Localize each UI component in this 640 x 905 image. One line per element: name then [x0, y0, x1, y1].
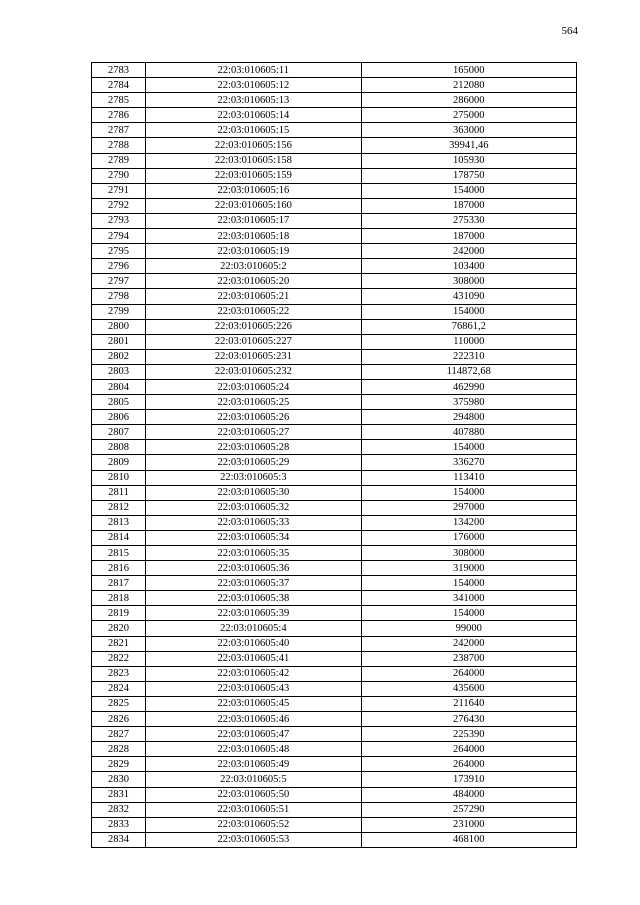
row-number-cell: 2801: [92, 334, 146, 349]
row-number-cell: 2786: [92, 108, 146, 123]
table-row: [92, 63, 577, 78]
row-number-cell: 2820: [92, 621, 146, 636]
row-number-cell: 2796: [92, 259, 146, 274]
cadastral-number-cell: 22:03:010605:52: [146, 817, 361, 832]
row-number-cell: 2823: [92, 666, 146, 681]
cadastral-number-cell: 22:03:010605:160: [146, 198, 361, 213]
table-row: [92, 712, 577, 727]
cadastral-number-cell: 22:03:010605:17: [146, 213, 361, 228]
table-row: [92, 802, 577, 817]
value-cell: 187000: [361, 229, 576, 244]
value-cell: 99000: [361, 621, 576, 636]
value-cell: 222310: [361, 349, 576, 364]
table-row: [92, 274, 577, 289]
cadastral-number-cell: 22:03:010605:33: [146, 515, 361, 530]
table-row: [92, 530, 577, 545]
row-number-cell: 2791: [92, 183, 146, 198]
value-cell: 341000: [361, 591, 576, 606]
value-cell: 319000: [361, 561, 576, 576]
cadastral-number-cell: 22:03:010605:12: [146, 78, 361, 93]
value-cell: 103400: [361, 259, 576, 274]
table-row: [92, 395, 577, 410]
table-body: [92, 63, 577, 848]
row-number-cell: 2809: [92, 455, 146, 470]
value-cell: 294800: [361, 410, 576, 425]
row-number-cell: 2816: [92, 561, 146, 576]
cadastral-value-table: [91, 62, 577, 848]
cadastral-number-cell: 22:03:010605:32: [146, 500, 361, 515]
cadastral-number-cell: 22:03:010605:40: [146, 636, 361, 651]
row-number-cell: 2829: [92, 757, 146, 772]
value-cell: 154000: [361, 606, 576, 621]
row-number-cell: 2821: [92, 636, 146, 651]
cadastral-number-cell: 22:03:010605:14: [146, 108, 361, 123]
table-row: [92, 213, 577, 228]
cadastral-number-cell: 22:03:010605:39: [146, 606, 361, 621]
value-cell: 264000: [361, 757, 576, 772]
cadastral-number-cell: 22:03:010605:4: [146, 621, 361, 636]
row-number-cell: 2804: [92, 379, 146, 394]
table-row: [92, 576, 577, 591]
cadastral-number-cell: 22:03:010605:29: [146, 455, 361, 470]
value-cell: 484000: [361, 787, 576, 802]
cadastral-number-cell: 22:03:010605:21: [146, 289, 361, 304]
value-cell: 225390: [361, 727, 576, 742]
table-row: [92, 561, 577, 576]
row-number-cell: 2785: [92, 93, 146, 108]
value-cell: 275000: [361, 108, 576, 123]
table-row: [92, 410, 577, 425]
value-cell: 178750: [361, 168, 576, 183]
cadastral-number-cell: 22:03:010605:45: [146, 696, 361, 711]
cadastral-number-cell: 22:03:010605:5: [146, 772, 361, 787]
table-row: [92, 666, 577, 681]
value-cell: 154000: [361, 485, 576, 500]
table-row: [92, 379, 577, 394]
cadastral-number-cell: 22:03:010605:15: [146, 123, 361, 138]
cadastral-number-cell: 22:03:010605:36: [146, 561, 361, 576]
value-cell: 231000: [361, 817, 576, 832]
row-number-cell: 2824: [92, 681, 146, 696]
table-row: [92, 470, 577, 485]
row-number-cell: 2818: [92, 591, 146, 606]
row-number-cell: 2834: [92, 832, 146, 847]
value-cell: 211640: [361, 696, 576, 711]
cadastral-number-cell: 22:03:010605:16: [146, 183, 361, 198]
table-row: [92, 93, 577, 108]
row-number-cell: 2812: [92, 500, 146, 515]
table-row: [92, 546, 577, 561]
value-cell: 154000: [361, 304, 576, 319]
row-number-cell: 2826: [92, 712, 146, 727]
table-row: [92, 334, 577, 349]
value-cell: 165000: [361, 63, 576, 78]
row-number-cell: 2815: [92, 546, 146, 561]
table-row: [92, 485, 577, 500]
value-cell: 212080: [361, 78, 576, 93]
table-row: [92, 515, 577, 530]
table-row: [92, 696, 577, 711]
cadastral-number-cell: 22:03:010605:38: [146, 591, 361, 606]
row-number-cell: 2814: [92, 530, 146, 545]
value-cell: 468100: [361, 832, 576, 847]
cadastral-number-cell: 22:03:010605:37: [146, 576, 361, 591]
table-row: [92, 651, 577, 666]
table-row: [92, 636, 577, 651]
cadastral-number-cell: 22:03:010605:24: [146, 379, 361, 394]
value-cell: 435600: [361, 681, 576, 696]
page-number: 564: [561, 25, 578, 37]
table-row: [92, 229, 577, 244]
row-number-cell: 2832: [92, 802, 146, 817]
row-number-cell: 2817: [92, 576, 146, 591]
table-row: [92, 772, 577, 787]
row-number-cell: 2792: [92, 198, 146, 213]
cadastral-number-cell: 22:03:010605:41: [146, 651, 361, 666]
cadastral-number-cell: 22:03:010605:51: [146, 802, 361, 817]
row-number-cell: 2795: [92, 244, 146, 259]
cadastral-number-cell: 22:03:010605:20: [146, 274, 361, 289]
row-number-cell: 2807: [92, 425, 146, 440]
value-cell: 238700: [361, 651, 576, 666]
value-cell: 264000: [361, 666, 576, 681]
value-cell: 375980: [361, 395, 576, 410]
cadastral-number-cell: 22:03:010605:46: [146, 712, 361, 727]
table-row: [92, 757, 577, 772]
value-cell: 264000: [361, 742, 576, 757]
value-cell: 134200: [361, 515, 576, 530]
value-cell: 462990: [361, 379, 576, 394]
value-cell: 105930: [361, 153, 576, 168]
row-number-cell: 2830: [92, 772, 146, 787]
cadastral-number-cell: 22:03:010605:43: [146, 681, 361, 696]
value-cell: 154000: [361, 183, 576, 198]
table-row: [92, 500, 577, 515]
table-row: [92, 183, 577, 198]
table-row: [92, 198, 577, 213]
value-cell: 363000: [361, 123, 576, 138]
value-cell: 114872,68: [361, 364, 576, 379]
row-number-cell: 2793: [92, 213, 146, 228]
row-number-cell: 2819: [92, 606, 146, 621]
cadastral-number-cell: 22:03:010605:227: [146, 334, 361, 349]
row-number-cell: 2789: [92, 153, 146, 168]
cadastral-number-cell: 22:03:010605:3: [146, 470, 361, 485]
table-row: [92, 742, 577, 757]
value-cell: 308000: [361, 274, 576, 289]
table-row: [92, 168, 577, 183]
cadastral-number-cell: 22:03:010605:26: [146, 410, 361, 425]
cadastral-number-cell: 22:03:010605:19: [146, 244, 361, 259]
cadastral-number-cell: 22:03:010605:50: [146, 787, 361, 802]
table-row: [92, 123, 577, 138]
row-number-cell: 2797: [92, 274, 146, 289]
cadastral-number-cell: 22:03:010605:48: [146, 742, 361, 757]
table-row: [92, 606, 577, 621]
table-row: [92, 349, 577, 364]
row-number-cell: 2833: [92, 817, 146, 832]
value-cell: 242000: [361, 244, 576, 259]
value-cell: 257290: [361, 802, 576, 817]
row-number-cell: 2806: [92, 410, 146, 425]
cadastral-number-cell: 22:03:010605:28: [146, 440, 361, 455]
table-row: [92, 621, 577, 636]
cadastral-number-cell: 22:03:010605:158: [146, 153, 361, 168]
row-number-cell: 2813: [92, 515, 146, 530]
table-row: [92, 681, 577, 696]
value-cell: 275330: [361, 213, 576, 228]
cadastral-number-cell: 22:03:010605:2: [146, 259, 361, 274]
value-cell: 276430: [361, 712, 576, 727]
table-row: [92, 244, 577, 259]
value-cell: 187000: [361, 198, 576, 213]
row-number-cell: 2794: [92, 229, 146, 244]
row-number-cell: 2790: [92, 168, 146, 183]
table-row: [92, 455, 577, 470]
row-number-cell: 2798: [92, 289, 146, 304]
value-cell: 176000: [361, 530, 576, 545]
table-row: [92, 591, 577, 606]
row-number-cell: 2800: [92, 319, 146, 334]
cadastral-number-cell: 22:03:010605:25: [146, 395, 361, 410]
value-cell: 431090: [361, 289, 576, 304]
row-number-cell: 2827: [92, 727, 146, 742]
row-number-cell: 2802: [92, 349, 146, 364]
cadastral-number-cell: 22:03:010605:232: [146, 364, 361, 379]
value-cell: 39941,46: [361, 138, 576, 153]
value-cell: 173910: [361, 772, 576, 787]
cadastral-number-cell: 22:03:010605:13: [146, 93, 361, 108]
table-row: [92, 304, 577, 319]
value-cell: 297000: [361, 500, 576, 515]
row-number-cell: 2787: [92, 123, 146, 138]
row-number-cell: 2822: [92, 651, 146, 666]
row-number-cell: 2799: [92, 304, 146, 319]
cadastral-number-cell: 22:03:010605:18: [146, 229, 361, 244]
table-row: [92, 138, 577, 153]
value-cell: 110000: [361, 334, 576, 349]
table-row: [92, 259, 577, 274]
row-number-cell: 2784: [92, 78, 146, 93]
value-cell: 286000: [361, 93, 576, 108]
cadastral-number-cell: 22:03:010605:42: [146, 666, 361, 681]
value-cell: 407880: [361, 425, 576, 440]
cadastral-number-cell: 22:03:010605:27: [146, 425, 361, 440]
table-row: [92, 817, 577, 832]
cadastral-number-cell: 22:03:010605:35: [146, 546, 361, 561]
cadastral-number-cell: 22:03:010605:22: [146, 304, 361, 319]
table-row: [92, 364, 577, 379]
value-cell: 308000: [361, 546, 576, 561]
cadastral-number-cell: 22:03:010605:49: [146, 757, 361, 772]
row-number-cell: 2810: [92, 470, 146, 485]
cadastral-number-cell: 22:03:010605:53: [146, 832, 361, 847]
table-row: [92, 319, 577, 334]
cadastral-number-cell: 22:03:010605:159: [146, 168, 361, 183]
cadastral-number-cell: 22:03:010605:11: [146, 63, 361, 78]
table-row: [92, 153, 577, 168]
cadastral-number-cell: 22:03:010605:226: [146, 319, 361, 334]
cadastral-number-cell: 22:03:010605:30: [146, 485, 361, 500]
cadastral-number-cell: 22:03:010605:231: [146, 349, 361, 364]
table-row: [92, 108, 577, 123]
row-number-cell: 2783: [92, 63, 146, 78]
table-row: [92, 425, 577, 440]
cadastral-number-cell: 22:03:010605:156: [146, 138, 361, 153]
row-number-cell: 2805: [92, 395, 146, 410]
row-number-cell: 2828: [92, 742, 146, 757]
row-number-cell: 2803: [92, 364, 146, 379]
cadastral-number-cell: 22:03:010605:47: [146, 727, 361, 742]
row-number-cell: 2825: [92, 696, 146, 711]
table-row: [92, 78, 577, 93]
value-cell: 336270: [361, 455, 576, 470]
table-row: [92, 787, 577, 802]
row-number-cell: 2788: [92, 138, 146, 153]
value-cell: 113410: [361, 470, 576, 485]
table-row: [92, 289, 577, 304]
row-number-cell: 2811: [92, 485, 146, 500]
cadastral-number-cell: 22:03:010605:34: [146, 530, 361, 545]
table-row: [92, 440, 577, 455]
value-cell: 154000: [361, 440, 576, 455]
value-cell: 242000: [361, 636, 576, 651]
value-cell: 76861,2: [361, 319, 576, 334]
table-row: [92, 832, 577, 847]
value-cell: 154000: [361, 576, 576, 591]
row-number-cell: 2831: [92, 787, 146, 802]
row-number-cell: 2808: [92, 440, 146, 455]
table-row: [92, 727, 577, 742]
